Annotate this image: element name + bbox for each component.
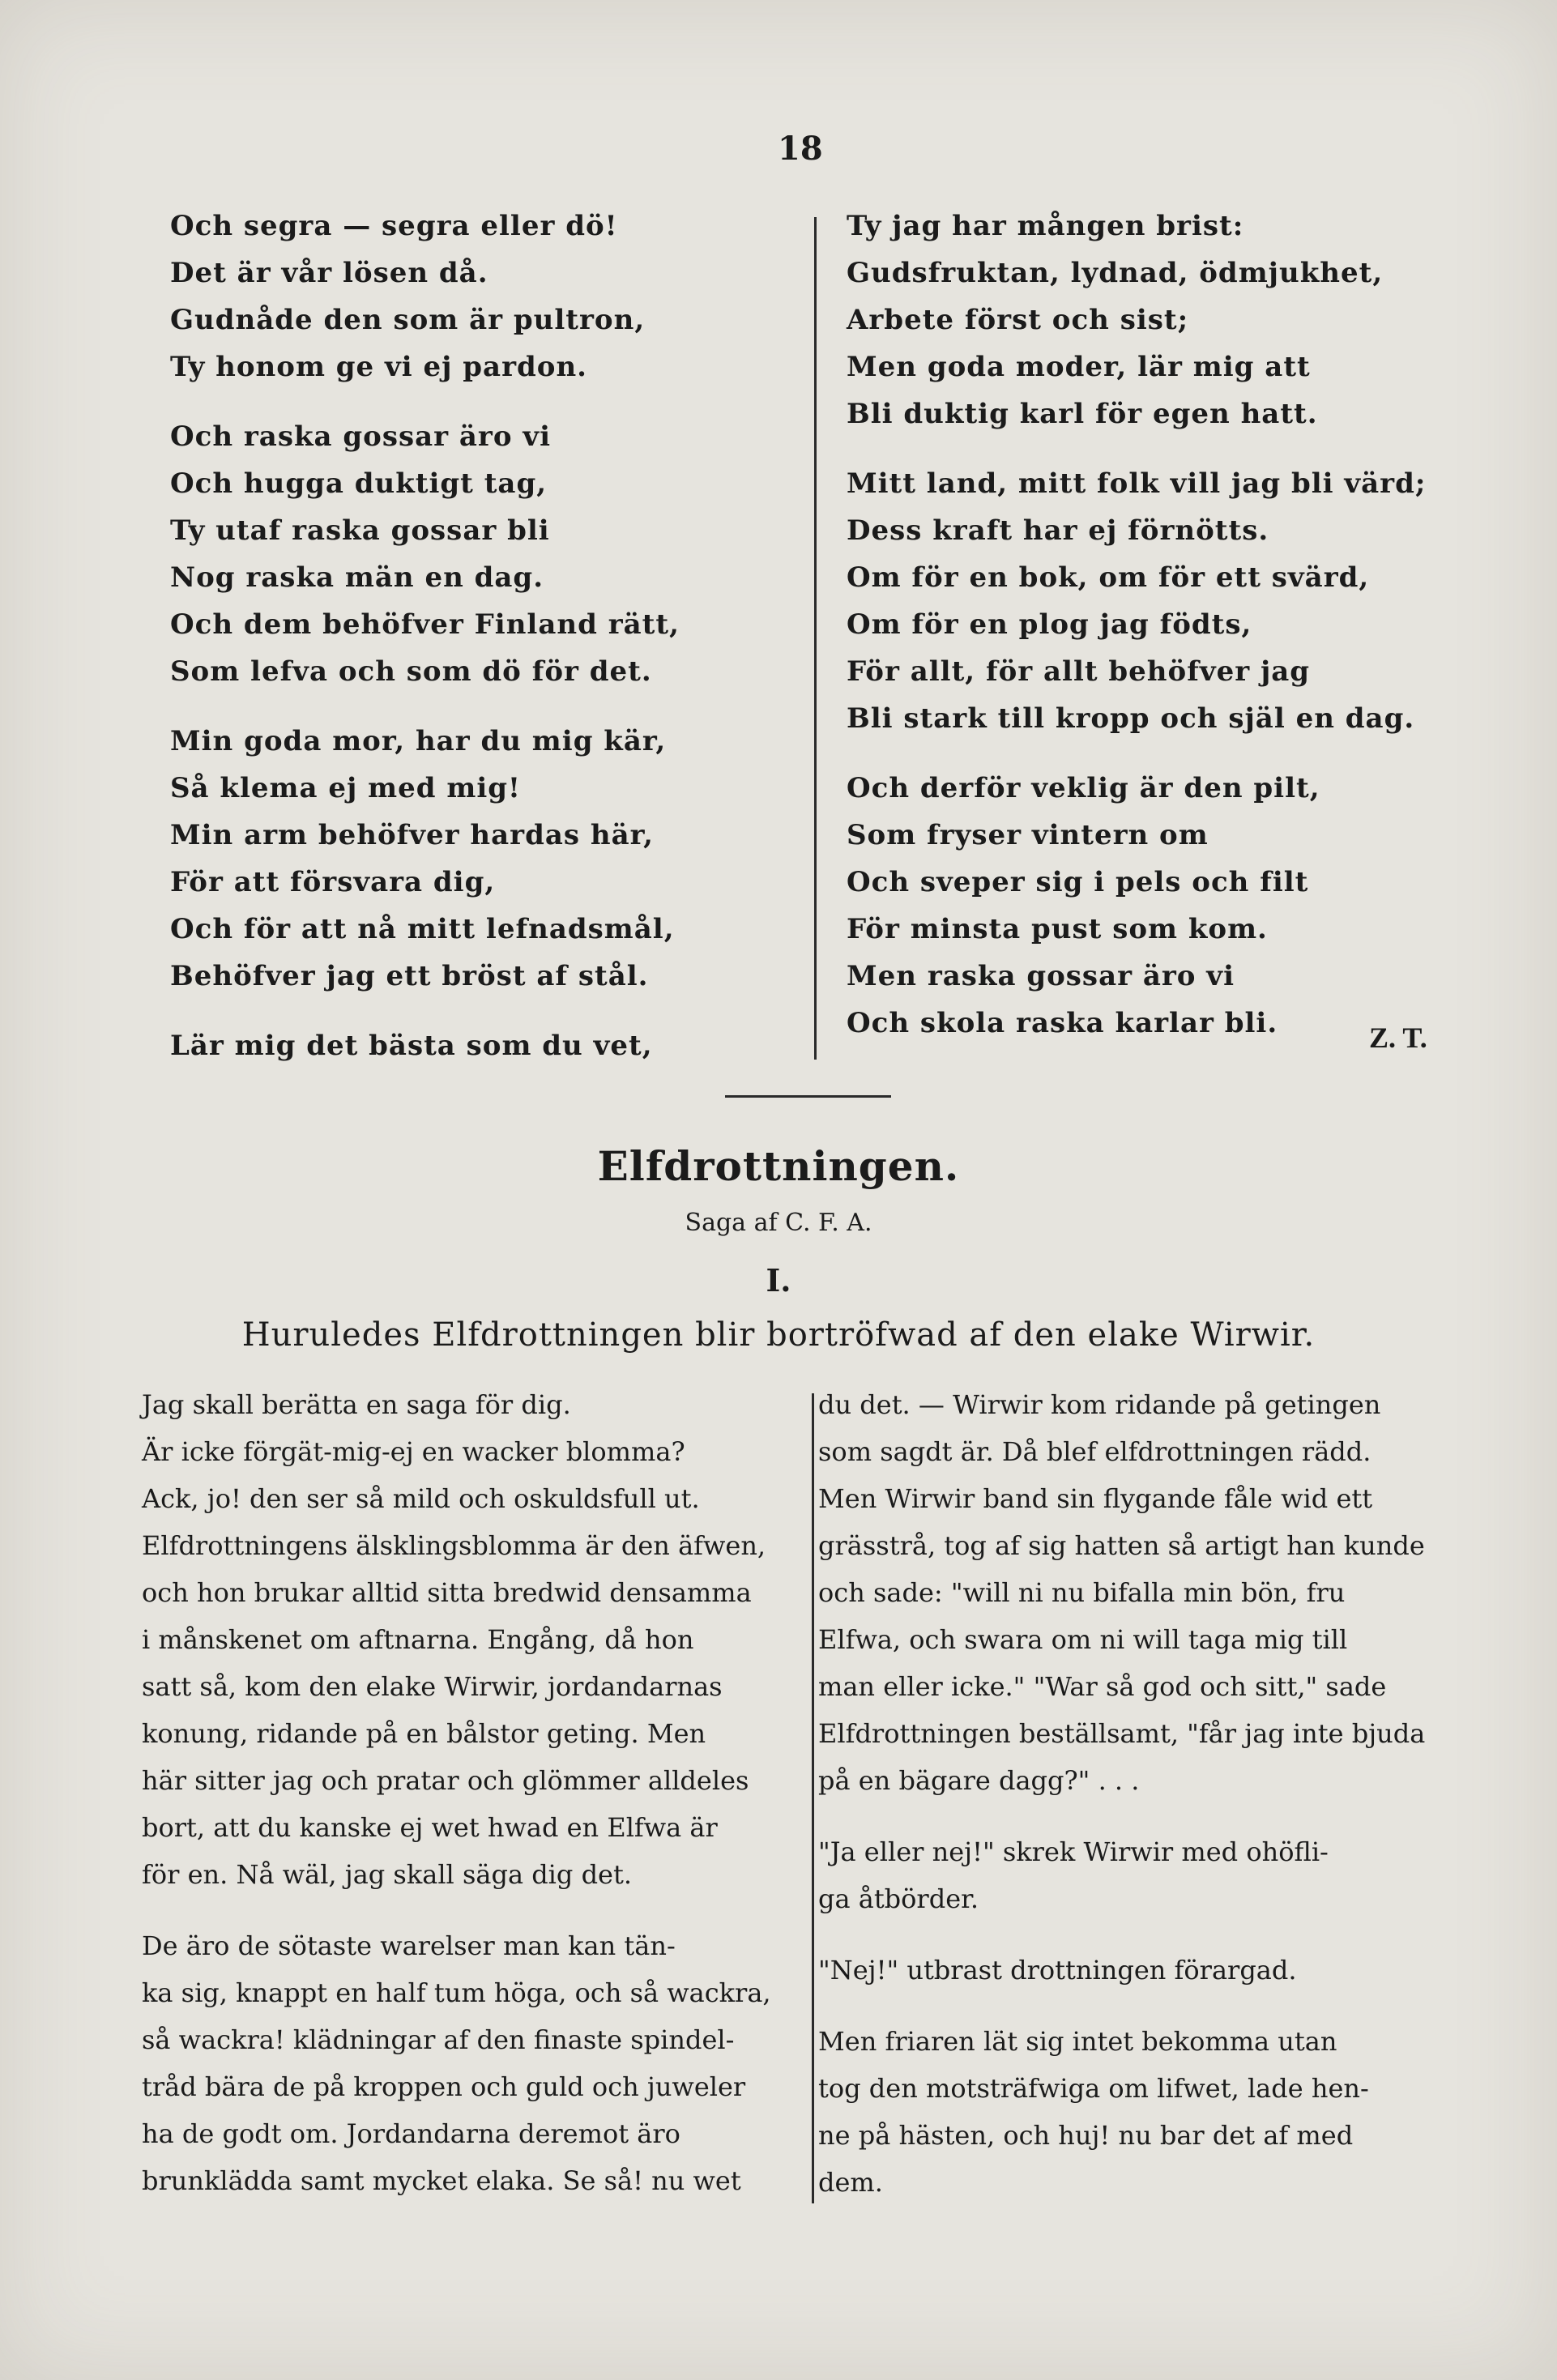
text-line: och sade: "will ni nu bifalla min bön, fru <box>818 1577 1346 1608</box>
text-line: För minsta pust som kom. <box>847 913 1268 945</box>
text-line: För allt, för allt behöfver jag <box>847 655 1311 688</box>
text-line: Om för en bok, om för ett svärd, <box>847 561 1370 594</box>
poem-stanza <box>847 460 1478 742</box>
text-line: Och segra — segra eller dö! <box>170 210 618 242</box>
text-line: på en bägare dagg?" . . . <box>818 1765 1140 1796</box>
text-line: man eller icke." "War så god och sitt," sade <box>818 1671 1387 1702</box>
page-number: 18 <box>778 130 823 168</box>
poem-stanza <box>847 203 1478 437</box>
text-line: Men raska gossar äro vi <box>847 960 1235 992</box>
story-subtitle: Saga af C. F. A. <box>685 1209 872 1237</box>
text-line: Mitt land, mitt folk vill jag bli värd; <box>847 467 1427 500</box>
text-line: Bli stark till kropp och själ en dag. <box>847 702 1415 735</box>
paragraph <box>818 1381 1482 1804</box>
text-line: Och raska gossar äro vi <box>170 420 552 453</box>
text-line: Och dem behöfver Finland rätt, <box>170 608 680 641</box>
text-line: "Nej!" utbrast drottningen förargad. <box>818 1955 1297 1985</box>
chapter-number: I. <box>766 1262 791 1299</box>
text-line: Behöfver jag ett bröst af stål. <box>170 960 649 992</box>
text-line: grässtrå, tog af sig hatten så artigt han kunde <box>818 1530 1425 1561</box>
text-line: tog den motsträfwiga om lifwet, lade hen- <box>818 2073 1369 2104</box>
text-line: Och hugga duktigt tag, <box>170 467 548 500</box>
column-divider <box>812 1393 814 2203</box>
text-line: här sitter jag och pratar och glömmer alldeles <box>142 1765 749 1796</box>
text-line: dem. <box>818 2167 883 2198</box>
poem-stanza <box>170 1022 794 1069</box>
text-line: som sagdt är. Då blef elfdrottningen rädd. <box>818 1436 1371 1467</box>
text-line: Och derför veklig är den pilt, <box>847 772 1320 804</box>
poem-right-column <box>847 203 1478 1069</box>
text-line: Gudsfruktan, lydnad, ödmjukhet, <box>847 257 1384 289</box>
text-line: Ty jag har mången brist: <box>847 210 1244 242</box>
story-title: Elfdrottningen. <box>597 1142 960 1190</box>
prose-right-column <box>818 1381 1482 2230</box>
poem-stanza <box>170 718 794 1000</box>
text-line: Om för en plog jag födts, <box>847 608 1252 641</box>
section-rule <box>725 1095 891 1098</box>
text-line: För att försvara dig, <box>170 866 496 898</box>
text-line: Ty honom ge vi ej pardon. <box>170 351 588 383</box>
paragraph <box>818 2018 1482 2206</box>
poem-stanza <box>170 413 794 695</box>
text-line: Som lefva och som dö för det. <box>170 655 652 688</box>
text-line: Dess kraft har ej förnötts. <box>847 514 1269 547</box>
text-line: du det. — Wirwir kom ridande på getingen <box>818 1389 1381 1420</box>
poem-left-column <box>170 203 794 1092</box>
text-line: Elfdrottningens älsklingsblomma är den äfwen, <box>142 1530 766 1561</box>
text-line: Men friaren lät sig intet bekomma utan <box>818 2026 1337 2057</box>
text-line: Och sveper sig i pels och filt <box>847 866 1309 898</box>
text-line: Jag skall berätta en saga för dig. <box>142 1389 571 1420</box>
text-line: Och skola raska karlar bli. <box>847 1007 1278 1039</box>
text-line: för en. Nå wäl, jag skall säga dig det. <box>142 1859 633 1890</box>
text-line: ga åtbörder. <box>818 1883 979 1914</box>
poem-signature: Z. T. <box>1369 1022 1427 1054</box>
text-line: Och för att nå mitt lefnadsmål, <box>170 913 675 945</box>
text-line: Är icke förgät-mig-ej en wacker blomma? <box>142 1436 685 1467</box>
paragraph <box>818 1947 1482 1994</box>
text-line: Men Wirwir band sin flygande fåle wid ett <box>818 1483 1373 1514</box>
paragraph <box>818 1828 1482 1922</box>
text-line: ha de godt om. Jordandarna deremot äro <box>142 2118 680 2149</box>
text-line: Men goda moder, lär mig att <box>847 351 1311 383</box>
poem-stanza <box>170 203 794 390</box>
text-line: Så klema ej med mig! <box>170 772 521 804</box>
text-line: Elfdrottningen beställsamt, "får jag inte bjuda <box>818 1718 1426 1749</box>
text-line: Lär mig det bästa som du vet, <box>170 1030 653 1062</box>
paragraph <box>142 1922 806 2204</box>
text-line: ne på hästen, och huj! nu bar det af med <box>818 2120 1354 2151</box>
text-line: Min arm behöfver hardas här, <box>170 819 654 851</box>
chapter-title: Huruledes Elfdrottningen blir bortröfwad af den elake Wirwir. <box>241 1316 1316 1354</box>
paragraph <box>142 1381 806 1898</box>
text-line: "Ja eller nej!" skrek Wirwir med ohöfli- <box>818 1836 1329 1867</box>
text-line: Ty utaf raska gossar bli <box>170 514 550 547</box>
text-line: Elfwa, och swara om ni will taga mig till <box>818 1624 1348 1655</box>
text-line: Ack, jo! den ser så mild och oskuldsfull ut. <box>142 1483 700 1514</box>
text-line: Arbete först och sist; <box>847 304 1189 336</box>
text-line: Som fryser vintern om <box>847 819 1209 851</box>
text-line: Min goda mor, har du mig kär, <box>170 725 667 757</box>
poem-stanza <box>847 765 1478 1047</box>
text-line: så wackra! klädningar af den finaste spindel- <box>142 2024 735 2055</box>
text-line: bort, att du kanske ej wet hwad en Elfwa är <box>142 1812 718 1843</box>
column-divider <box>814 217 817 1060</box>
text-line: Nog raska män en dag. <box>170 561 544 594</box>
text-line: i månskenet om aftnarna. Engång, då hon <box>142 1624 694 1655</box>
text-line: Gudnåde den som är pultron, <box>170 304 646 336</box>
text-line: De äro de sötaste warelser man kan tän- <box>142 1930 676 1961</box>
text-line: och hon brukar alltid sitta bredwid densamma <box>142 1577 752 1608</box>
text-line: Det är vår lösen då. <box>170 257 488 289</box>
text-line: tråd bära de på kroppen och guld och juweler <box>142 2071 746 2102</box>
text-line: satt så, kom den elake Wirwir, jordandarnas <box>142 1671 723 1702</box>
prose-left-column <box>142 1381 806 2229</box>
text-line: konung, ridande på en bålstor geting. Men <box>142 1718 706 1749</box>
text-line: brunklädda samt mycket elaka. Se så! nu wet <box>142 2165 741 2196</box>
text-line: ka sig, knappt en half tum höga, och så wackra, <box>142 1977 771 2008</box>
text-line: Bli duktig karl för egen hatt. <box>847 398 1318 430</box>
